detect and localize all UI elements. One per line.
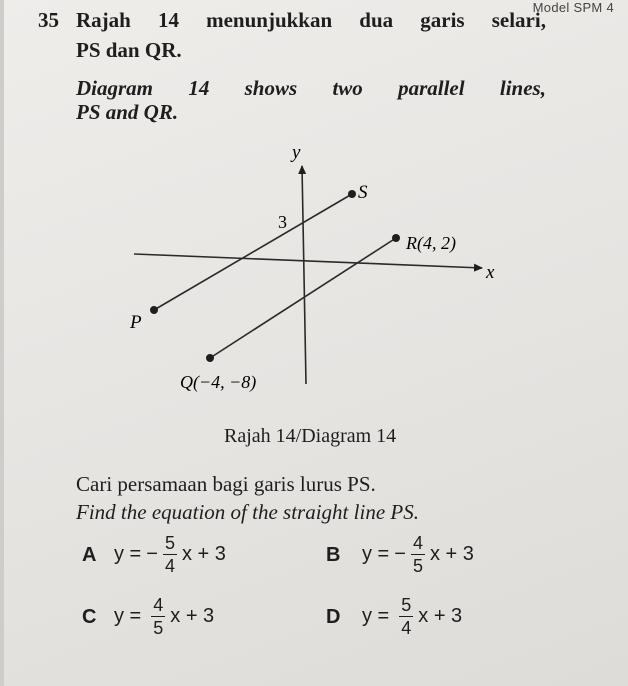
- point-p-dot: [150, 306, 158, 314]
- word: dua: [359, 8, 394, 32]
- fraction-denominator: 4: [401, 618, 412, 638]
- option-rhs: x + 3: [170, 605, 215, 627]
- option-lhs: y =: [362, 543, 390, 565]
- option-fraction: [399, 596, 413, 637]
- y-intercept-label: 3: [278, 212, 287, 232]
- option-rhs: x + 3: [418, 605, 463, 627]
- x-axis: [134, 254, 482, 268]
- point-p-label: P: [130, 312, 142, 333]
- option-sign: −: [394, 543, 406, 565]
- prompt-english: Find the equation of the straight line PS.: [76, 500, 419, 524]
- fraction-denominator: 4: [164, 556, 175, 576]
- point-r-dot: [392, 234, 400, 242]
- y-axis: [302, 166, 306, 384]
- option-rhs: x + 3: [429, 543, 474, 565]
- fraction-numerator: 5: [164, 533, 175, 553]
- point-q-label: Q(−4, −8): [180, 372, 257, 392]
- option-lhs: y =: [362, 605, 390, 627]
- option-b-letter[interactable]: B: [326, 544, 341, 566]
- option-sign: −: [146, 543, 158, 565]
- option-c-letter[interactable]: C: [82, 606, 97, 628]
- point-s-dot: [348, 190, 356, 198]
- word: menunjukkan: [206, 8, 333, 32]
- page-margin-shadow: [0, 0, 4, 686]
- malay-stem-line-1: [76, 8, 546, 33]
- word: lines,: [499, 76, 546, 100]
- option-a-letter[interactable]: A: [82, 544, 97, 566]
- diagram-caption: Rajah 14/Diagram 14: [224, 425, 397, 447]
- word: shows: [244, 76, 298, 100]
- fraction-numerator: 4: [412, 533, 423, 553]
- diagram-14: [120, 132, 500, 422]
- fraction-numerator: 4: [153, 595, 164, 615]
- word: 14: [157, 8, 179, 32]
- point-s-label: S: [358, 182, 368, 203]
- prompt-malay: Cari persamaan bagi garis lurus PS.: [76, 472, 376, 496]
- fraction-numerator: 5: [401, 595, 412, 615]
- option-rhs: x + 3: [181, 543, 226, 565]
- question-number: 35: [38, 8, 59, 32]
- line-ps: [154, 194, 352, 310]
- point-r-label: R(4, 2): [406, 233, 456, 253]
- option-lhs: y =: [114, 543, 142, 565]
- option-d-equation[interactable]: [362, 596, 462, 637]
- english-stem-line-1: [76, 76, 546, 101]
- fraction-denominator: 5: [153, 618, 164, 638]
- word: Diagram: [76, 76, 154, 100]
- x-axis-label: x: [486, 262, 495, 283]
- header-tag: Model SPM 4: [532, 0, 614, 15]
- word: 14: [188, 76, 210, 100]
- word: selari,: [491, 8, 546, 32]
- option-c-equation[interactable]: [114, 596, 214, 637]
- y-axis-label: y: [292, 142, 301, 163]
- word: garis: [420, 8, 465, 32]
- option-fraction: [411, 534, 425, 575]
- option-b-equation[interactable]: [362, 534, 474, 575]
- fraction-denominator: 5: [412, 556, 423, 576]
- option-fraction: [151, 596, 165, 637]
- english-stem-line-2: PS and QR.: [76, 100, 179, 124]
- option-fraction: [163, 534, 177, 575]
- word: two: [332, 76, 363, 100]
- option-a-equation[interactable]: [114, 534, 226, 575]
- point-q-dot: [206, 354, 214, 362]
- option-lhs: y =: [114, 605, 142, 627]
- option-d-letter[interactable]: D: [326, 606, 341, 628]
- word: Rajah: [76, 8, 131, 32]
- word: parallel: [398, 76, 465, 100]
- malay-stem-line-2: PS dan QR.: [76, 38, 182, 62]
